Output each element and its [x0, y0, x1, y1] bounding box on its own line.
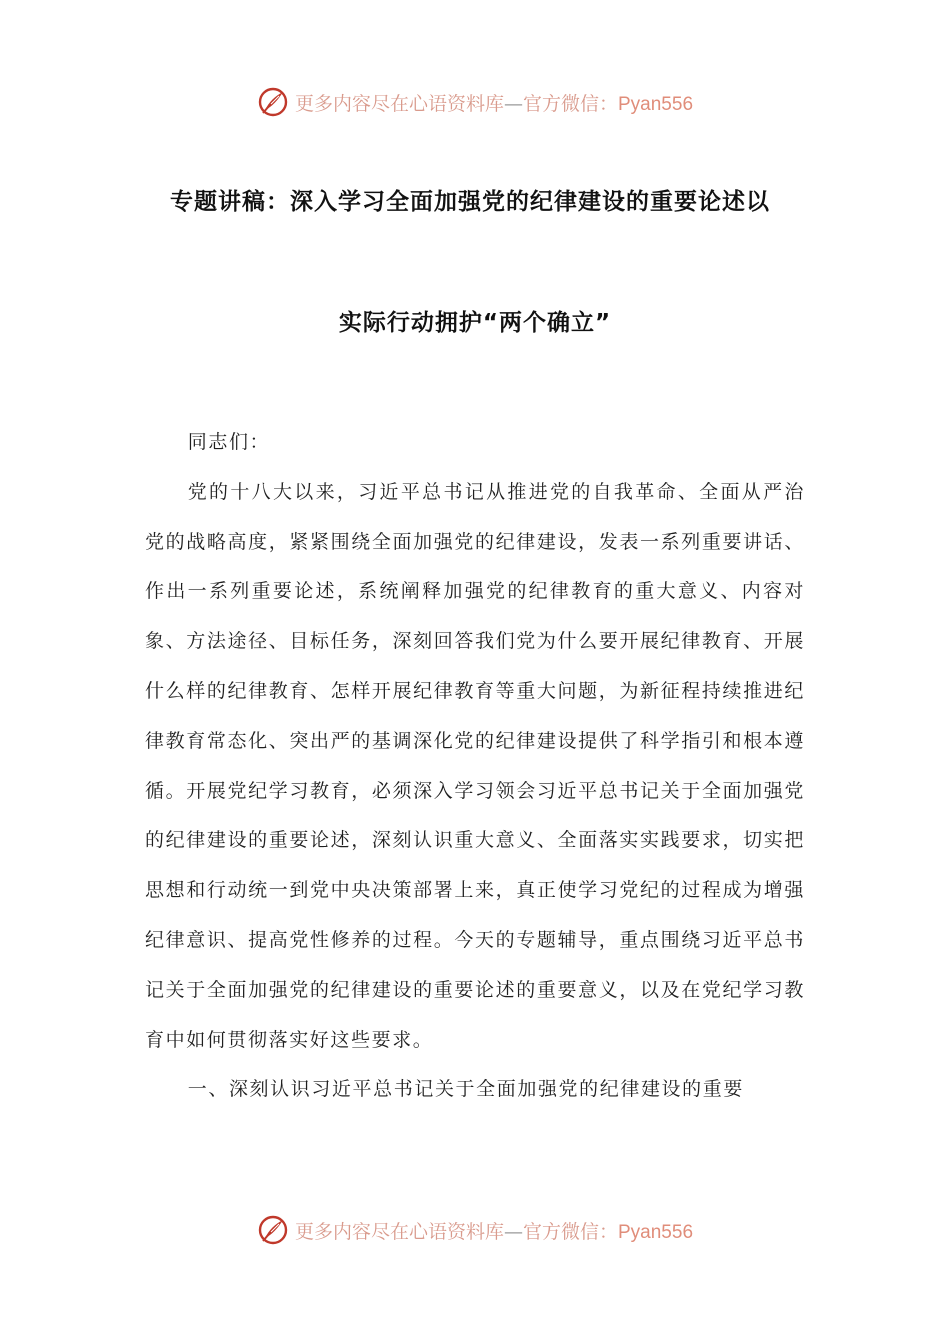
watermark-banner-bottom: [0, 1210, 950, 1250]
watermark-text: [295, 89, 693, 116]
watermark-dash: —: [503, 1220, 523, 1243]
watermark-text: [295, 1217, 693, 1244]
paragraph-1: 党的十八大以来，习近平总书记从推进党的自我革命、全面从严治党的战略高度，紧紧围绕全面加强党的纪律建设，发表一系列重要讲话、作出一系列重要论述，系统阐释加强党的纪律教育的重大意义、内容对象、方法途径、目标任务，深刻回答我们党为什么要开展纪律教育、开展什么样的纪律教育、怎样开展纪律教育等重大问题，为新征程持续推进纪律教育常态化、突出严的基调深化党的纪律建设提供了科学指引和根本遵循。开展党纪学习教育，必须深入学习领会习近平总书记关于全面加强党的纪律建设的重要论述，深刻认识重大意义、全面落实实践要求，切实把思想和行动统一到党中央决策部署上来，真正使学习党纪的过程成为增强纪律意识、提高党性修养的过程。今天的专题辅导，重点围绕习近平总书记关于全面加强党的纪律建设的重要论述的重要意义，以及在党纪学习教育中如何贯彻落实好这些要求。: [145, 480, 805, 1051]
watermark-wechat-id: Pyan556: [618, 1221, 694, 1243]
document-title-line-1: 专题讲稿：深入学习全面加强党的纪律建设的重要论述以: [170, 189, 770, 215]
section-heading-1: 一、深刻认识习近平总书记关于全面加强党的纪律建设的重要: [187, 1078, 744, 1101]
watermark-main-text: 更多内容尽在心语资料库: [294, 1220, 504, 1243]
watermark-wechat-id: Pyan556: [618, 93, 694, 115]
feather-pen-logo-icon: [257, 1214, 289, 1246]
watermark-wechat-label: 官方微信：: [522, 1220, 618, 1243]
salutation: 同志们：: [187, 431, 271, 453]
watermark-wechat-label: 官方微信：: [522, 92, 618, 115]
watermark-main-text: 更多内容尽在心语资料库: [294, 92, 504, 115]
feather-pen-logo-icon: [257, 86, 289, 118]
document-title-line-2: 实际行动拥护“两个确立”: [338, 310, 612, 336]
watermark-dash: —: [503, 92, 523, 115]
watermark-banner-top: [0, 82, 950, 122]
document-body: [145, 418, 805, 1115]
